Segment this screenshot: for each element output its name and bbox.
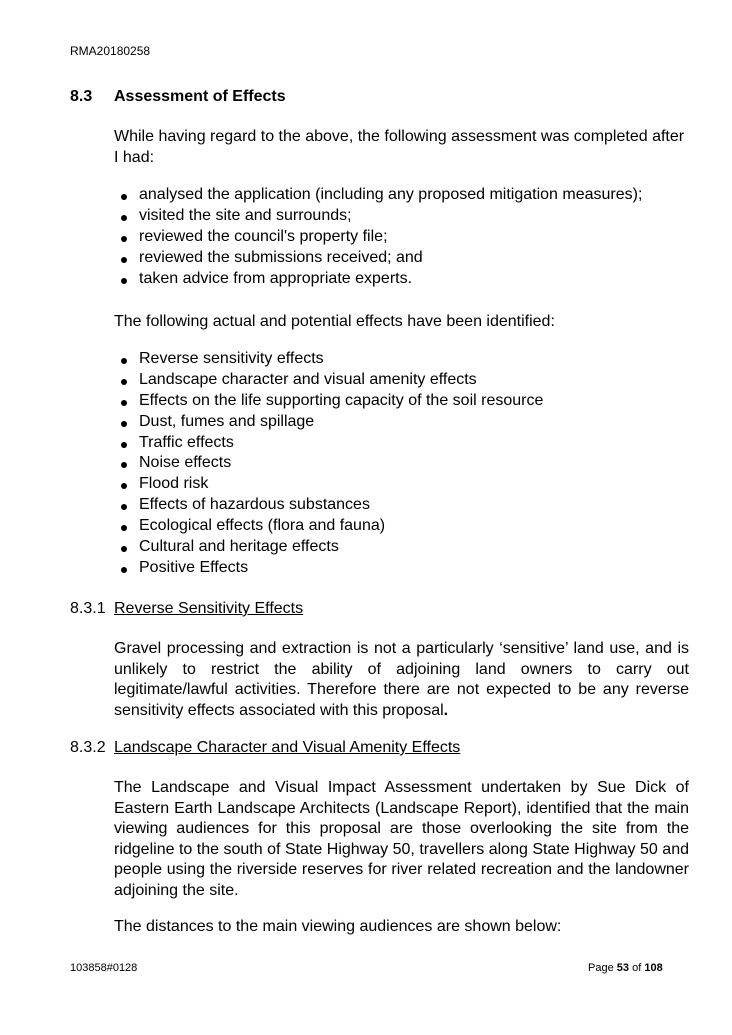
section-intro: While having regard to the above, the following assessment was completed after I had:	[114, 128, 685, 166]
section-title: Assessment of Effects	[114, 88, 286, 105]
list-item: taken advice from appropriate experts.	[114, 269, 642, 290]
list-item: Dust, fumes and spillage	[114, 412, 543, 433]
list-item: Cultural and heritage effects	[114, 537, 543, 558]
list-item: Effects of hazardous substances	[114, 495, 543, 516]
list-item: Traffic effects	[114, 433, 543, 454]
effects-intro: The following actual and potential effects have been identified:	[114, 313, 555, 330]
list-item: Landscape character and visual amenity effects	[114, 370, 543, 391]
subsection-paragraph: Gravel processing and extraction is not a particularly ‘sensitive’ land use, and is unlikely to restrict the ability of adjoining land owners to carry out legitimate/lawful activities. Therefore there are not expected to be any reverse sensitivity effects associated with this proposal.	[114, 640, 689, 719]
subsection-title: Reverse Sensitivity Effects	[114, 600, 304, 617]
distances-paragraph: The distances to the main viewing audiences are shown below:	[114, 918, 562, 935]
list-item: reviewed the submissions received; and	[114, 248, 642, 269]
effects-list	[114, 349, 543, 579]
list-item: visited the site and surrounds;	[114, 206, 642, 227]
document-reference: RMA20180258	[70, 44, 151, 58]
list-item: Ecological effects (flora and fauna)	[114, 516, 543, 537]
list-item: Effects on the life supporting capacity of the soil resource	[114, 391, 543, 412]
subsection-title: Landscape Character and Visual Amenity Effects	[114, 739, 461, 756]
list-item: reviewed the council's property file;	[114, 227, 642, 248]
list-item: Positive Effects	[114, 558, 543, 579]
subsection-paragraph: The Landscape and Visual Impact Assessment undertaken by Sue Dick of Eastern Earth Landscape Architects (Landscape Report), identified that the main viewing audiences for this proposal are those overlooking the site from the ridgeline to the south of State Highway 50, travellers along State Highway 50 and people using the riverside reserves for river related recreation and the landowner adjoining the site.	[114, 779, 689, 899]
list-item: Reverse sensitivity effects	[114, 349, 543, 370]
subsection-number: 8.3.1	[70, 600, 106, 617]
section-number: 8.3	[70, 88, 93, 105]
subsection-number: 8.3.2	[70, 739, 106, 756]
footer-doc-id: 103858#0128	[70, 962, 138, 974]
page-number: Page 53 of 108	[588, 962, 663, 974]
list-item: analysed the application (including any proposed mitigation measures);	[114, 185, 642, 206]
list-item: Noise effects	[114, 453, 543, 474]
list-item: Flood risk	[114, 474, 543, 495]
assessment-steps-list	[114, 185, 642, 289]
